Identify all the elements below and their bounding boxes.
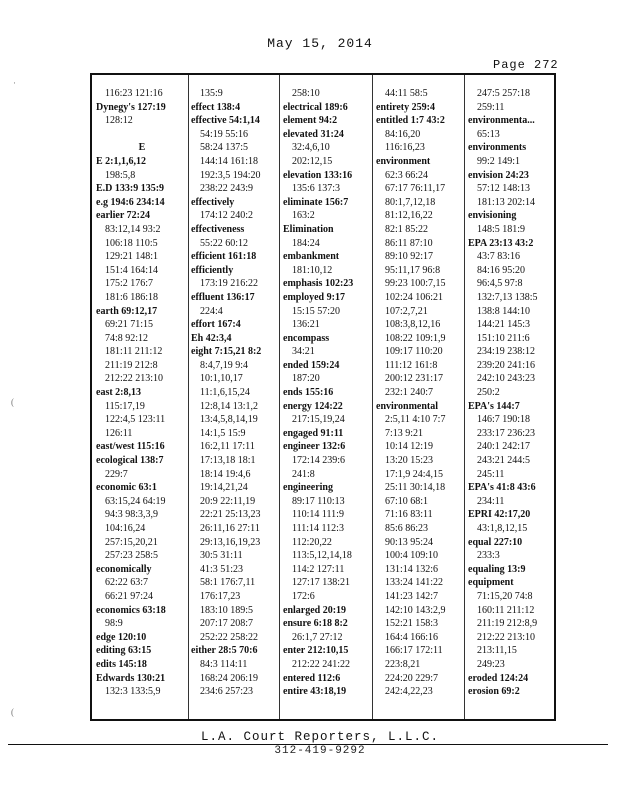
index-page-refs: 110:14 111:9	[292, 509, 344, 521]
index-page-refs: 89:17 110:13	[292, 495, 345, 507]
index-page-refs: 207:17 208:7	[200, 618, 254, 630]
index-page-refs: 98:9	[105, 618, 123, 630]
column-divider	[188, 75, 189, 719]
index-page-refs: 211:19 212:8	[105, 359, 158, 371]
index-page-refs: 211:19 212:8,9	[477, 618, 538, 630]
index-term: entirety 259:4	[376, 101, 435, 113]
index-page-refs: 14:1,5 15:9	[200, 427, 246, 439]
index-page-refs: 184:24	[292, 237, 320, 249]
index-page-refs: 181:6 186:18	[105, 291, 159, 303]
index-page-refs: 135:6 137:3	[292, 183, 341, 195]
index-page-refs: 11:1,6,15,24	[200, 387, 250, 399]
index-page-refs: 34:21	[292, 346, 315, 358]
index-page-refs: 242:4,22,23	[385, 686, 433, 698]
index-page-refs: 131:14 132:6	[385, 563, 439, 575]
index-page-refs: 114:2 127:11	[292, 563, 345, 575]
index-term: equipment	[468, 577, 514, 589]
index-page-refs: 163:2	[292, 210, 315, 222]
index-page-refs: 133:24 141:22	[385, 577, 444, 589]
index-page-refs: 187:20	[292, 373, 320, 385]
index-page-refs: 233:3	[477, 550, 500, 562]
index-term: encompass	[283, 332, 330, 344]
index-term: effort 167:4	[191, 319, 241, 331]
index-page-refs: 99:23 100:7,15	[385, 278, 446, 290]
index-page-refs: 240:1 242:17	[477, 441, 531, 453]
index-term: entire 43:18,19	[283, 686, 347, 698]
index-term: engineer 132:6	[283, 441, 346, 453]
column-divider	[279, 75, 280, 719]
index-term: ends 155:16	[283, 387, 334, 399]
index-term: edge 120:10	[96, 631, 147, 643]
index-page-refs: 95:11,17 96:8	[385, 264, 441, 276]
index-term: Dynegy's 127:19	[96, 101, 166, 113]
index-term: environments	[468, 142, 527, 154]
index-column-2	[191, 87, 279, 719]
index-term: EPA's 41:8 43:6	[468, 482, 536, 494]
index-page-refs: 86:11 87:10	[385, 237, 433, 249]
index-term: ensure 6:18 8:2	[283, 618, 348, 630]
index-page-refs: 173:19 216:22	[200, 278, 259, 290]
index-page-refs: 152:21 158:3	[385, 618, 439, 630]
index-term: erosion 69:2	[468, 686, 520, 698]
index-term: earlier 72:24	[96, 210, 150, 222]
index-page-refs: 168:24 206:19	[200, 672, 259, 684]
index-page-refs: 247:5 257:18	[477, 88, 531, 99]
index-page-refs: 100:4 109:10	[385, 550, 439, 562]
index-term: economics 63:18	[96, 604, 166, 616]
index-page-refs: 32:4,6,10	[292, 142, 330, 154]
index-page-refs: 181:10,12	[292, 264, 333, 276]
index-term: effective 54:1,14	[191, 115, 260, 127]
index-page-refs: 224:4	[200, 305, 223, 317]
index-term: environment	[376, 155, 431, 167]
index-page-refs: 109:17 110:20	[385, 346, 443, 358]
index-page-refs: 127:17 138:21	[292, 577, 351, 589]
index-page-refs: 166:17 172:11	[385, 645, 443, 657]
index-page-refs: 259:11	[477, 101, 505, 113]
scan-speck: ·	[13, 78, 16, 88]
index-term: entitled 1:7 43:2	[376, 115, 445, 127]
index-page-refs: 108:22 109:1,9	[385, 332, 446, 344]
index-page-refs: 8:4,7,19 9:4	[200, 359, 249, 371]
index-term: engineering	[283, 482, 333, 494]
index-page-refs: 90:13 95:24	[385, 536, 434, 548]
index-term: editing 63:15	[96, 645, 152, 657]
index-page-refs: 43:1,8,12,15	[477, 523, 528, 534]
index-page-refs: 242:10 243:23	[477, 373, 536, 385]
index-page-refs: 202:12,15	[292, 155, 333, 167]
index-page-refs: 183:10 189:5	[200, 604, 254, 616]
index-page-refs: 116:23 121:16	[105, 88, 163, 99]
index-term: embankment	[283, 251, 340, 263]
index-page-refs: 181:13 202:14	[477, 196, 536, 208]
index-page-refs: 63:15,24 64:19	[105, 495, 166, 507]
index-page-refs: 141:23 142:7	[385, 590, 439, 602]
index-page-refs: 136:21	[292, 319, 320, 331]
index-page-refs: 71:16 83:11	[385, 509, 433, 521]
index-term: element 94:2	[283, 115, 338, 127]
index-page-refs: 234:6 257:23	[200, 686, 254, 698]
index-term: elevated 31:24	[283, 128, 344, 140]
index-page-refs: 241:8	[292, 468, 315, 480]
index-page-refs: 26:1,7 27:12	[292, 631, 343, 643]
index-page-refs: 29:13,16,19,23	[200, 536, 261, 548]
index-term: ecological 138:7	[96, 455, 164, 467]
column-divider	[372, 75, 373, 719]
index-page-refs: 13:4,5,8,14,19	[200, 414, 258, 426]
index-term: eliminate 156:7	[283, 196, 349, 208]
deposition-date: May 15, 2014	[267, 36, 373, 51]
index-page-refs: 84:16 95:20	[477, 264, 526, 276]
index-page-refs: 175:2 176:7	[105, 278, 154, 290]
index-term: Elimination	[283, 223, 334, 235]
index-page-refs: 54:19 55:16	[200, 128, 249, 140]
index-page-refs: 108:3,8,12,16	[385, 319, 441, 331]
index-page-refs: 67:17 76:11,17	[385, 183, 446, 195]
index-term: economically	[96, 563, 152, 575]
index-page-refs: 115:17,19	[105, 400, 145, 412]
index-term: EPRI 42:17,20	[468, 509, 531, 521]
index-page-refs: 252:22 258:22	[200, 631, 259, 643]
index-page-refs: 223:8,21	[385, 658, 421, 670]
court-reporter-phone: 312-419-9292	[274, 745, 366, 757]
index-term: enlarged 20:19	[283, 604, 347, 616]
index-page-refs: 138:8 144:10	[477, 305, 531, 317]
index-page-refs: 16:2,11 17:11	[200, 441, 255, 453]
index-page-refs: 65:13	[477, 128, 500, 140]
index-page-refs: 10:1,10,17	[200, 373, 243, 385]
index-page-refs: 257:15,20,21	[105, 536, 158, 548]
index-term: EPA 23:13 43:2	[468, 237, 534, 249]
index-page-refs: 160:11 211:12	[477, 604, 535, 616]
scan-speck: (	[11, 707, 14, 717]
index-page-refs: 172:6	[292, 590, 315, 602]
index-term: enter 212:10,15	[283, 645, 349, 657]
index-page-refs: 258:10	[292, 88, 320, 99]
index-term: E 2:1,1,6,12	[96, 155, 146, 167]
index-page-refs: 80:1,7,12,18	[385, 196, 436, 208]
index-term: equal 227:10	[468, 536, 523, 548]
index-page-refs: 128:12	[105, 115, 133, 127]
index-term: e.g 194:6 234:14	[96, 196, 165, 208]
index-term: edits 145:18	[96, 658, 147, 670]
section-letter: E	[138, 142, 146, 154]
index-page-refs: 146:7 190:18	[477, 414, 531, 426]
index-page-refs: 239:20 241:16	[477, 359, 536, 371]
index-page-refs: 74:8 92:12	[105, 332, 149, 344]
index-column-3	[283, 87, 372, 719]
index-term: eroded 124:24	[468, 672, 529, 684]
index-page-refs: 212:22 213:10	[477, 631, 536, 643]
index-page-refs: 58:1 176:7,11	[200, 577, 256, 589]
index-page-refs: 148:5 181:9	[477, 223, 526, 235]
index-page-refs: 113:5,12,14,18	[292, 550, 352, 562]
index-term: efficiently	[191, 264, 234, 276]
index-term: environmental	[376, 400, 439, 412]
index-page-refs: 132:3 133:5,9	[105, 686, 161, 698]
index-term: employed 9:17	[283, 291, 345, 303]
index-page-refs: 15:15 57:20	[292, 305, 341, 317]
index-page-refs: 217:15,19,24	[292, 414, 345, 426]
index-column-5	[468, 87, 556, 719]
index-page-refs: 71:15,20 74:8	[477, 590, 533, 602]
index-term: Eh 42:3,4	[191, 332, 232, 344]
index-term: effectively	[191, 196, 235, 208]
index-term: efficient 161:18	[191, 251, 257, 263]
index-page-refs: 30:5 31:11	[200, 550, 243, 562]
index-term: envision 24:23	[468, 169, 529, 181]
index-page-refs: 198:5,8	[105, 169, 136, 181]
index-page-refs: 67:10 68:1	[385, 495, 429, 507]
index-page-refs: 19:14,21,24	[200, 482, 248, 494]
index-page-refs: 17:13,18 18:1	[200, 455, 256, 467]
scan-speck: (	[11, 397, 14, 407]
index-page-refs: 111:14 112:3	[292, 523, 344, 534]
index-page-refs: 192:3,5 194:20	[200, 169, 261, 181]
index-page-refs: 164:4 166:16	[385, 631, 439, 643]
index-page-refs: 57:12 148:13	[477, 183, 531, 195]
index-page-refs: 41:3 51:23	[200, 563, 244, 575]
index-page-refs: 66:21 97:24	[105, 590, 154, 602]
index-column-4	[376, 87, 464, 719]
index-page-refs: 224:20 229:7	[385, 672, 439, 684]
index-term: environmenta...	[468, 115, 535, 127]
index-page-refs: 81:12,16,22	[385, 210, 433, 222]
index-page-refs: 243:21 244:5	[477, 455, 531, 467]
index-page-refs: 26:11,16 27:11	[200, 523, 260, 534]
index-page-refs: 116:16,23	[385, 142, 425, 154]
index-term: eight 7:15,21 8:2	[191, 346, 262, 358]
index-page-refs: 212:22 241:22	[292, 658, 351, 670]
index-page-refs: 25:11 30:14,18	[385, 482, 446, 494]
index-page-refs: 20:9 22:11,19	[200, 495, 256, 507]
index-page-refs: 142:10 143:2,9	[385, 604, 446, 616]
index-page-refs: 55:22 60:12	[200, 237, 249, 249]
index-term: electrical 189:6	[283, 101, 348, 113]
index-page-refs: 107:2,7,21	[385, 305, 428, 317]
index-page-refs: 151:10 211:6	[477, 332, 530, 344]
index-page-refs: 181:11 211:12	[105, 346, 163, 358]
index-page-refs: 234:19 238:12	[477, 346, 536, 358]
index-page-refs: 84:16,20	[385, 128, 421, 140]
index-term: envisioning	[468, 210, 517, 222]
index-term: EPA's 144:7	[468, 400, 520, 412]
index-term: energy 124:22	[283, 400, 343, 412]
index-page-refs: 85:6 86:23	[385, 523, 429, 534]
index-page-refs: 22:21 25:13,23	[200, 509, 261, 521]
index-term: equaling 13:9	[468, 563, 526, 575]
index-page-refs: 84:3 114:11	[200, 658, 248, 670]
court-reporter-name: L.A. Court Reporters, L.L.C.	[200, 730, 440, 744]
index-term: E.D 133:9 135:9	[96, 183, 165, 195]
index-term: economic 63:1	[96, 482, 157, 494]
index-page-refs: 112:20,22	[292, 536, 332, 548]
index-page-refs: 144:21 145:3	[477, 319, 531, 331]
index-page-refs: 122:4,5 123:11	[105, 414, 166, 426]
index-term: Edwards 130:21	[96, 672, 166, 684]
index-page-refs: 200:12 231:17	[385, 373, 444, 385]
index-term: effluent 136:17	[191, 291, 255, 303]
index-page-refs: 43:7 83:16	[477, 251, 521, 263]
index-page-refs: 12:8,14 13:1,2	[200, 400, 259, 412]
index-term: east 2:8,13	[96, 387, 141, 399]
index-term: emphasis 102:23	[283, 278, 354, 290]
index-page-refs: 13:20 15:23	[385, 455, 434, 467]
index-page-refs: 234:11	[477, 495, 505, 507]
index-page-refs: 7:13 9:21	[385, 427, 424, 439]
index-term: east/west 115:16	[96, 441, 165, 453]
index-page-refs: 2:5,11 4:10 7:7	[385, 414, 446, 426]
column-divider	[464, 75, 465, 719]
index-term: elevation 133:16	[283, 169, 353, 181]
index-page-refs: 102:24 106:21	[385, 291, 444, 303]
index-term: entered 112:6	[283, 672, 341, 684]
index-page-refs: 62:3 66:24	[385, 169, 429, 181]
index-page-refs: 176:17,23	[200, 590, 241, 602]
index-page-refs: 174:12 240:2	[200, 210, 254, 222]
index-page-refs: 151:4 164:14	[105, 264, 159, 276]
index-page-refs: 99:2 149:1	[477, 155, 521, 167]
index-term: ended 159:24	[283, 359, 340, 371]
index-term: either 28:5 70:6	[191, 645, 258, 657]
index-page-refs: 17:1,9 24:4,15	[385, 468, 444, 480]
index-term: effect 138:4	[191, 101, 241, 113]
index-page-refs: 82:1 85:22	[385, 223, 429, 235]
index-page-refs: 249:23	[477, 658, 505, 670]
index-page-refs: 135:9	[200, 88, 223, 99]
index-page-refs: 58:24 137:5	[200, 142, 249, 154]
index-page-refs: 129:21 148:1	[105, 251, 159, 263]
index-page-refs: 132:7,13 138:5	[477, 291, 538, 303]
index-term: engaged 91:11	[283, 427, 344, 439]
index-page-refs: 213:11,15	[477, 645, 517, 657]
index-page-refs: 257:23 258:5	[105, 550, 159, 562]
index-page-refs: 96:4,5 97:8	[477, 278, 523, 290]
index-page-refs: 212:22 213:10	[105, 373, 164, 385]
index-page-refs: 83:12,14 93:2	[105, 223, 161, 235]
index-page-refs: 232:1 240:7	[385, 387, 434, 399]
index-page-refs: 94:3 98:3,3,9	[105, 509, 159, 521]
index-page-refs: 44:11 58:5	[385, 88, 428, 99]
index-page-refs: 106:18 110:5	[105, 237, 158, 249]
index-page-refs: 245:11	[477, 468, 505, 480]
index-term: effectiveness	[191, 223, 245, 235]
index-page-refs: 104:16,24	[105, 523, 146, 534]
index-page-refs: 229:7	[105, 468, 128, 480]
index-table	[90, 73, 556, 721]
page-number: Page 272	[493, 58, 559, 72]
index-page-refs: 69:21 71:15	[105, 319, 154, 331]
index-page-refs: 62:22 63:7	[105, 577, 149, 589]
index-column-1	[96, 87, 188, 719]
index-page-refs: 172:14 239:6	[292, 455, 346, 467]
index-page-refs: 144:14 161:18	[200, 155, 259, 167]
index-page-refs	[96, 128, 188, 142]
index-page-refs: 250:2	[477, 387, 500, 399]
index-page-refs: 238:22 243:9	[200, 183, 254, 195]
index-page-refs: 126:11	[105, 427, 133, 439]
index-page-refs: 89:10 92:17	[385, 251, 434, 263]
index-page-refs: 10:14 12:19	[385, 441, 434, 453]
index-page-refs: 18:14 19:4,6	[200, 468, 251, 480]
index-page-refs: 111:12 161:8	[385, 359, 438, 371]
index-term: earth 69:12,17	[96, 305, 158, 317]
index-page-refs: 233:17 236:23	[477, 427, 536, 439]
